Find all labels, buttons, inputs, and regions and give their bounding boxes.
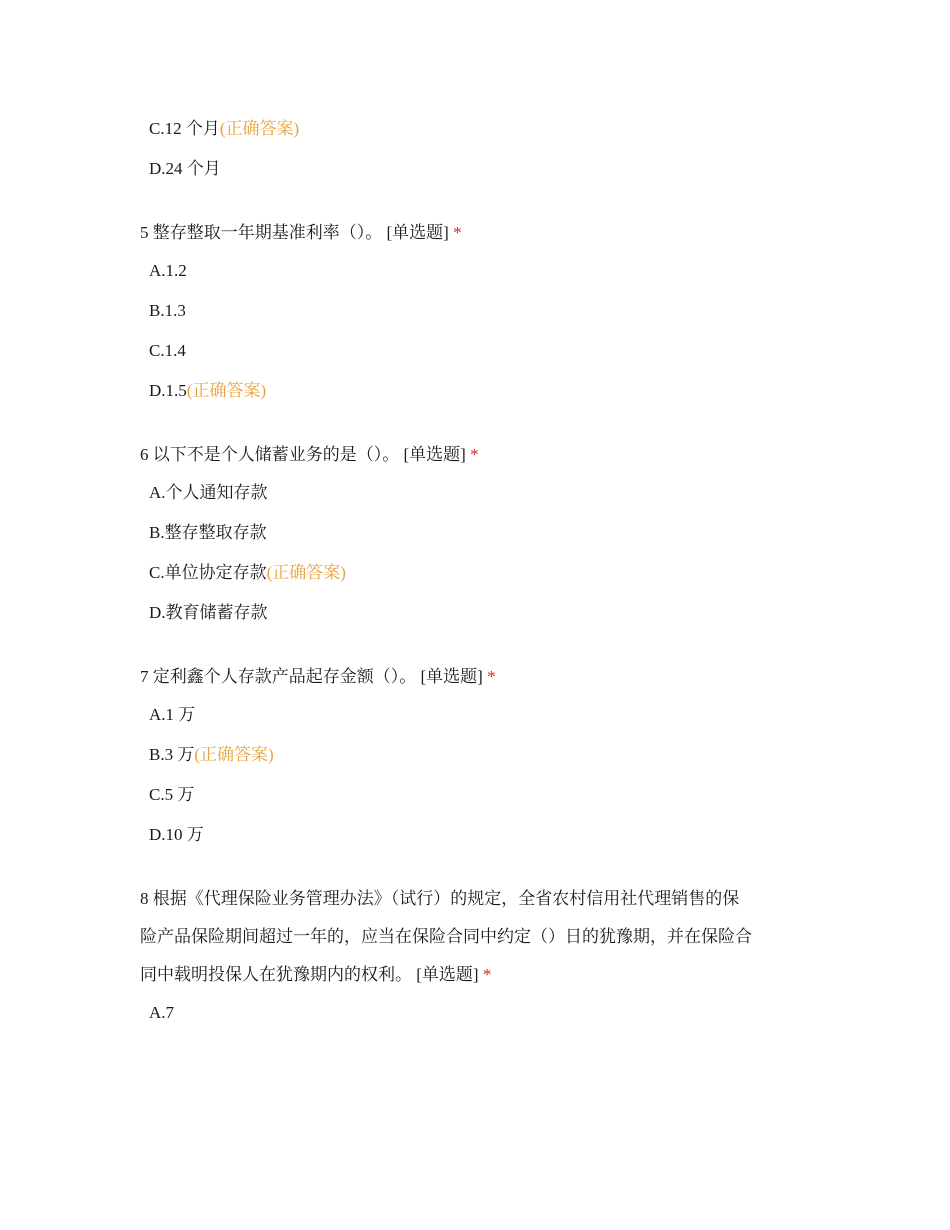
required-mark: *: [470, 445, 479, 464]
question-type: [单选题]: [386, 223, 449, 242]
option-text: B.1.3: [149, 301, 186, 320]
option-text: B.整存整取存款: [149, 523, 267, 542]
q6-option-b: [149, 522, 820, 544]
question-text: 同中载明投保人在犹豫期内的权利。: [140, 965, 412, 984]
question-type: [单选题]: [420, 667, 483, 686]
required-mark: *: [487, 667, 496, 686]
option-text: D.10 万: [149, 825, 204, 844]
question-type: [单选题]: [403, 445, 466, 464]
correct-answer-mark: (正确答案): [266, 563, 346, 582]
option-text: A.1.2: [149, 261, 187, 280]
question-5-title: [140, 214, 820, 252]
option-text: D.1.5: [149, 381, 187, 400]
question-6-title: [140, 436, 820, 474]
q6-option-c: [149, 562, 820, 584]
q7-option-d: [149, 824, 820, 846]
q8-option-a: [149, 1002, 820, 1024]
q7-option-b: [149, 744, 820, 766]
q7-option-c: [149, 784, 820, 806]
option-text: D.24 个月: [149, 159, 221, 178]
q5-option-b: [149, 300, 820, 322]
required-mark: *: [453, 223, 462, 242]
correct-answer-mark: (正确答案): [186, 381, 267, 400]
q4-option-c: [149, 118, 820, 140]
question-text-line-2: 险产品保险期间超过一年的，应当在保险合同中约定（）日的犹豫期，并在保险合: [140, 927, 752, 946]
question-text: 7 定利鑫个人存款产品起存金额（）。: [140, 667, 417, 686]
question-8-title: [140, 880, 820, 994]
questionnaire-document: [140, 118, 820, 1042]
q6-option-d: [149, 602, 820, 624]
question-text-line-3: [140, 956, 820, 994]
option-text: C.12 个月: [149, 119, 220, 138]
question-text-line-1: 8 根据《代理保险业务管理办法》（试行）的规定，全省农村信用社代理销售的保: [140, 889, 740, 908]
question-text: 5 整存整取一年期基准利率（）。: [140, 223, 383, 242]
q4-option-d: [149, 158, 820, 180]
question-text: 6 以下不是个人储蓄业务的是（）。: [140, 445, 400, 464]
correct-answer-mark: (正确答案): [194, 745, 274, 764]
option-text: C.5 万: [149, 785, 195, 804]
option-text: A.7: [149, 1003, 175, 1022]
q5-option-a: [149, 260, 820, 282]
question-7-title: [140, 658, 820, 696]
option-text: C.单位协定存款: [149, 563, 267, 582]
required-mark: *: [482, 965, 492, 984]
q7-option-a: [149, 704, 820, 726]
q5-option-d: [149, 380, 820, 402]
option-text: A.1 万: [149, 705, 196, 724]
q5-option-c: [149, 340, 820, 362]
correct-answer-mark: (正确答案): [219, 119, 300, 138]
option-text: D.教育储蓄存款: [149, 603, 268, 622]
option-text: B.3 万: [149, 745, 195, 764]
question-type: [单选题]: [416, 965, 479, 984]
option-text: A.个人通知存款: [149, 483, 268, 502]
option-text: C.1.4: [149, 341, 186, 360]
q6-option-a: [149, 482, 820, 504]
